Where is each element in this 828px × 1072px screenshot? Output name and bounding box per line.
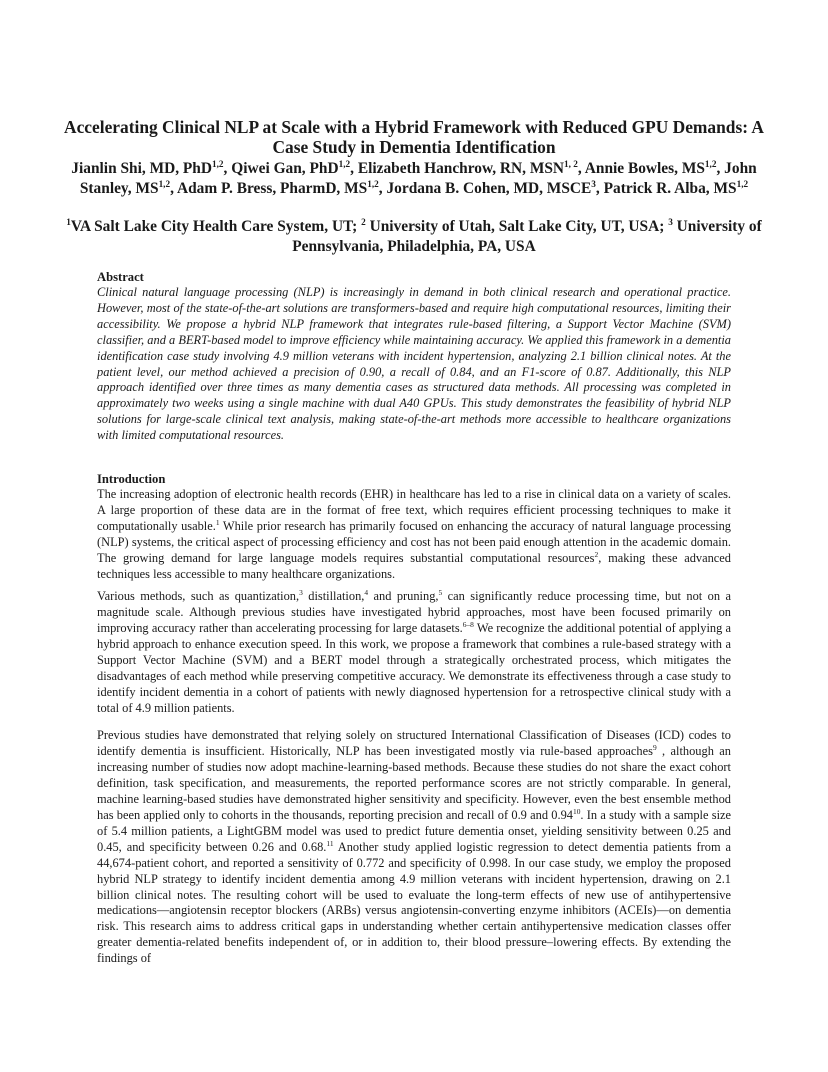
paragraph-text: , although an increasing number of studies now adopt machine-learning-based methods. Because these studies do not share the exact cohort definition, task specification, and measurements, the reported performance scores are not strictly comparable. In general, machine learning-based studies have demonstrated higher sensitivity and specificity. However, even the best ensemble method has been applied only to cohorts in the thousands, reporting precision and recall of 0.9 and 0.94 (97, 743, 731, 822)
author (604, 180, 749, 197)
paragraph-text: We recognize the additional potential of applying a hybrid approach to enhance execution speed. In this work, we propose a framework that combines a rule-based strategy with a Support Vector Machine (SVM) and a BERT model through a strategically orchestrated process, which mitigates the disadvantages of each method while preserving competitive accuracy. We demonstrate its effectiveness through a case study to identify incident dementia in a cohort of patients with newly diagnosed hypertension for a retrospective clinical study with a total of 4.9 million patients. (97, 620, 731, 715)
citation-ref: 6–8 (462, 619, 474, 629)
paragraph-text: Various methods, such as quantization, (97, 589, 300, 603)
author-affil-ref: 3 (591, 178, 596, 189)
author: Jordana B. Cohen, MD, MSCE$^3$, (386, 178, 604, 197)
paragraph-text: and pruning, (368, 589, 439, 603)
introduction-heading: Introduction (97, 472, 166, 486)
intro-paragraph-3 (97, 728, 731, 967)
author-name: Elizabeth Hanchrow, RN, MSN (357, 160, 565, 177)
citation-ref: 5 (438, 587, 443, 597)
paper-title: Accelerating Clinical NLP at Scale with a Hybrid Framework with Reduced GPU Demands: A Case Study in Dementia Identification (64, 117, 764, 157)
paragraph-text: The increasing adoption of electronic health records (EHR) in healthcare has led to a rise in clinical data on a variety of scales. A large proportion of these data are in the format of free text, which requires efficient processing techniques to make it computationally usable. (97, 487, 731, 533)
author-affil-ref: 1,2 (367, 178, 379, 189)
affiliation-text: University of Pennsylvania, Philadelphia, PA, USA (292, 218, 762, 255)
author-affil-ref: 1,2 (338, 158, 351, 169)
author-affil-ref: 1,2 (212, 158, 224, 169)
citation-ref: 3 (299, 587, 303, 597)
paragraph-text: , making these advanced techniques less accessible to many healthcare organizations. (97, 550, 731, 581)
author: Annie Bowles, MS$^{1,2}$, (584, 158, 725, 177)
affiliation-number: 3 (668, 216, 673, 227)
citation-ref: 1 (215, 517, 220, 527)
author: John Stanley, MS$^{1,2}$, (79, 160, 757, 197)
affiliation (361, 218, 668, 235)
author-affil-ref: 1, 2 (564, 158, 578, 169)
paragraph-text: Another study applied logistic regression to detect dementia patients from a 44,674-patient cohort, and reported a sensitivity of 0.772 and specificity of 0.998. In our case study, we employ the proposed hybrid NLP strategy to identify incident dementia among 4.9 million veterans with incident hypertension, drawing on 2.1 billion clinical notes. The resulting cohort will be used to evaluate the long-term effects of new use of antihypertensive medications—angiotensin receptor blockers (ARBs) versus angiotensin-converting enzyme inhibitors (ACEIs)—on dementia risk. This research aims to address critical gaps in understanding whether certain antihypertensive medication classes offer greater dementia-related benefits independent of, or in addition to, their blood pressure–lowering effects. By extending the findings of (97, 839, 732, 966)
author-name: Annie Bowles, MS (584, 160, 705, 177)
affiliation-number: 1 (66, 216, 71, 227)
author-list (60, 159, 768, 198)
author-name: Patrick R. Alba, MS (603, 179, 737, 197)
author: Jianlin Shi, MD, PhD$^{1,2}$, (71, 158, 232, 177)
author-affil-ref: 1,2 (704, 158, 717, 169)
author-name: Jianlin Shi, MD, PhD (71, 160, 212, 177)
paragraph-text: can significantly reduce processing time, but not on a magnitude scale. Although previous studies have investigated hybrid approaches, most have been focused primarily on improving accuracy rather than accelerating processing for large datasets. (97, 589, 732, 635)
citation-ref: 2 (594, 549, 599, 559)
citation-ref: 4 (364, 587, 369, 597)
intro-paragraph-1 (97, 487, 731, 583)
author: Elizabeth Hanchrow, RN, MSN$^{1, 2}$, (357, 158, 585, 177)
author-name: Qiwei Gan, PhD (231, 160, 339, 177)
affiliation (66, 218, 361, 235)
paragraph-text: Previous studies have demonstrated that relying solely on structured International Classification of Diseases (ICD) codes to identify dementia is insufficient. Historically, NLP has been investigated mostly via rule-based approaches (97, 728, 731, 758)
paragraph-text: distillation, (302, 589, 365, 603)
affiliation-list (60, 217, 768, 256)
author: Qiwei Gan, PhD$^{1,2}$, (231, 158, 358, 177)
affiliation-number: 2 (361, 216, 366, 227)
abstract-text: Clinical natural language processing (NLP) is increasingly in demand in both clinical research and operational practice. However, most of the state-of-the-art solutions are transformers-based and require high computational resources, limiting their accessibility. We propose a hybrid NLP framework that integrates rule-based filtering, a Support Vector Machine (SVM) classifier, and a BERT-based model to improve efficiency while maintaining accuracy. We applied this framework in a dementia identification case study involving 4.9 million veterans with incident hypertension, analyzing 2.1 billion clinical notes. At the patient level, our method achieved a precision of 0.90, a recall of 0.84, and an F1-score of 0.87. Additionally, this NLP approach identified over three times as many dementia cases as structured data methods. All processing was completed in approximately two weeks using a single machine with dual A40 GPUs. This study demonstrates the feasibility of hybrid NLP solutions for large-scale clinical text analysis, making state-of-the-art methods more accessible to healthcare organizations with limited computational resources. (97, 285, 731, 443)
author-name: John Stanley, MS (79, 160, 757, 197)
paragraph-text: . In a study with a sample size of 5.4 million patients, a LightGBM model was used to predict future dementia onset, yielding sensitivity between 0.25 and 0.45, and specificity between 0.26 and 0.68. (97, 807, 732, 854)
author: Adam P. Bress, PharmD, MS$^{1,2}$, (176, 178, 387, 197)
citation-ref: 11 (326, 838, 334, 848)
intro-paragraph-2 (97, 589, 731, 717)
paragraph-text: While prior research has primarily focused on enhancing the accuracy of natural language processing (NLP) systems, the critical aspect of processing efficiency and cost has not been paid enough attention in the academic domain. The growing demand for large language models requires substantial computational resources (97, 518, 731, 565)
author-name: Jordana B. Cohen, MD, MSCE (386, 179, 592, 197)
author-name: Adam P. Bress, PharmD, MS (176, 179, 368, 197)
citation-ref: 9 (652, 742, 657, 752)
abstract-heading: Abstract (97, 270, 144, 284)
author-affil-ref: 1,2 (736, 178, 749, 189)
author-affil-ref: 1,2 (158, 178, 171, 189)
citation-ref: 10 (573, 806, 581, 816)
affiliation-text: University of Utah, Salt Lake City, UT, USA; (365, 218, 669, 235)
affiliation-text: VA Salt Lake City Health Care System, UT; (70, 218, 362, 235)
